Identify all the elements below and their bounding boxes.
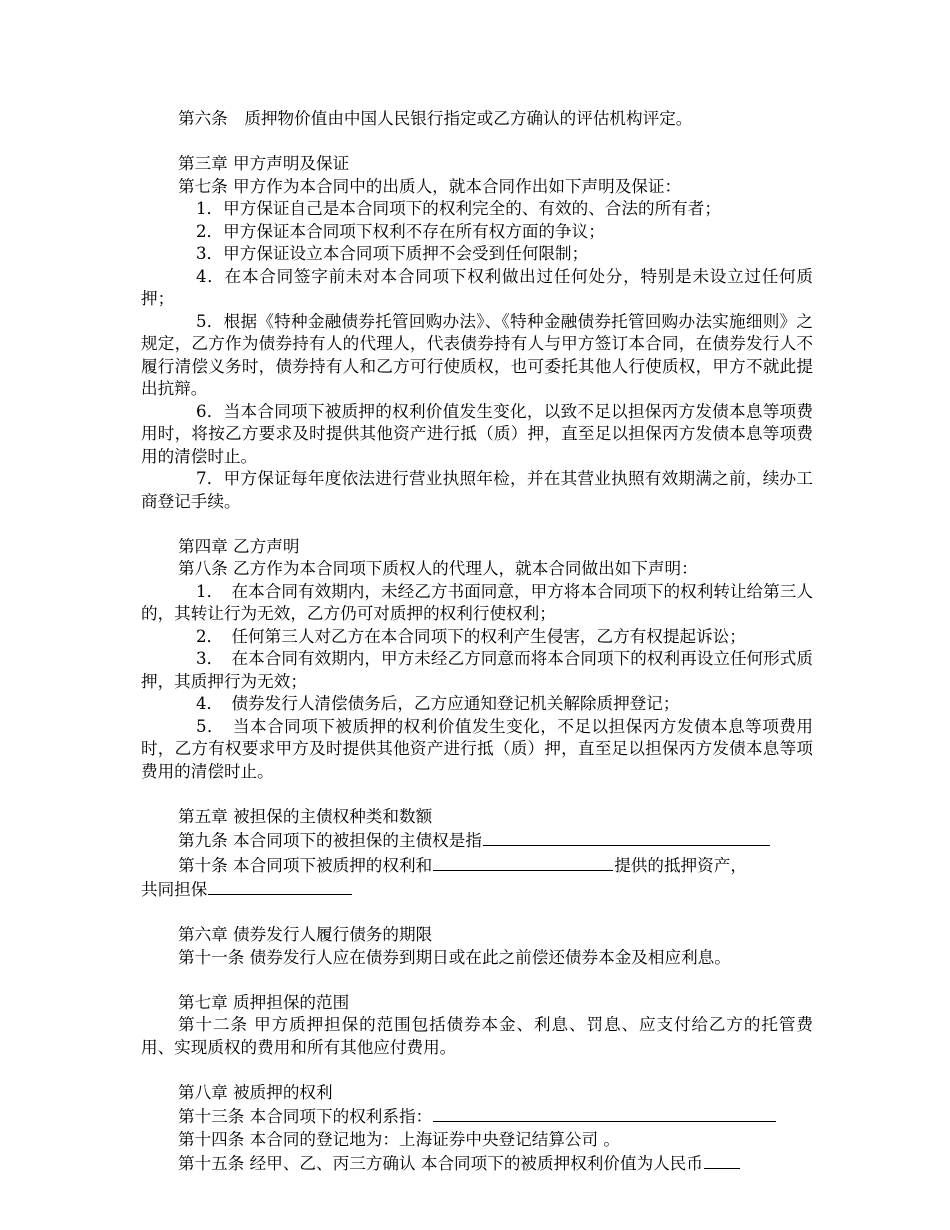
chapter-6-heading: 第六章 债券发行人履行债务的期限 <box>178 925 433 944</box>
ch3-item-3: 3．甲方保证设立本合同项下质押不会受到任何限制； <box>196 244 589 263</box>
ch3-item-7: 7．甲方保证每年度依法进行营业执照年检，并在其营业执照有效期满之前，续办工商登记手续。 <box>141 469 813 511</box>
article-9-blank <box>483 828 770 846</box>
article-7: 第七条 甲方作为本合同中的出质人，就本合同作出如下声明及保证： <box>178 176 682 196</box>
article-10-blank-1 <box>433 853 613 871</box>
article-10-text-c: 共同担保 <box>141 880 208 899</box>
ch3-item-6: 6．当本合同项下被质押的权利价值发生变化，以致不足以担保丙方发债本息等项费用时，将按乙方要求及时提供其他资产进行抵（质）押，直至足以担保丙方发债本息等项费用的清偿时止。 <box>141 401 813 466</box>
ch3-item-5: 5．根据《特种金融债券托管回购办法》、《特种金融债券托管回购办法实施细则》之规定，乙方作为债券持有人的代理人，代表债券持有人与甲方签订本合同，在债券发行人不履行清偿义务时，债券持有人和乙方可行使质权，也可委托其他人行使质权，甲方不就此提出抗辩。 <box>141 311 813 398</box>
chapter-8-heading: 第八章 被质押的权利 <box>178 1082 333 1102</box>
ch4-item-1: 1． 在本合同有效期内，未经乙方书面同意，甲方将本合同项下的权利转让给第三人的，其转让行为无效，乙方仍可对质押的权利行使权利； <box>141 581 813 623</box>
ch4-item-2: 2． 任何第三人对乙方在本合同项下的权利产生侵害，乙方有权提起诉讼； <box>196 626 746 646</box>
ch3-item-1: 1．甲方保证自己是本合同项下的权利完全的、有效的、合法的所有者； <box>196 199 721 218</box>
article-10-blank-2 <box>208 877 352 895</box>
article-15-blank <box>704 1151 740 1169</box>
article-11: 第十一条 债券发行人应在债券到期日或在此之前偿还债券本金及相应利息。 <box>178 947 731 967</box>
article-15 <box>141 1151 813 1176</box>
chapter-7-heading: 第七章 质押担保的范围 <box>178 992 350 1012</box>
chapter-3-heading: 第三章 甲方声明及保证 <box>178 154 350 173</box>
article-13 <box>141 1104 813 1129</box>
article-8: 第八条 乙方作为本合同项下质权人的代理人，就本合同做出如下声明： <box>178 559 698 578</box>
ch4-item-3: 3． 在本合同有效期内，甲方未经乙方同意而将本合同项下的权利再设立任何形式质押，其质押行为无效； <box>141 649 813 691</box>
article-10-text-b: 提供的抵押资产， <box>614 855 747 875</box>
article-15-text: 第十五条 经甲、乙、丙三方确认 本合同项下的被质押权利价值为人民币 <box>178 1154 703 1173</box>
article-12: 第十二条 甲方质押担保的范围包括债券本金、利息、罚息、应支付给乙方的托管费用、实现质权的费用和所有其他应付费用。 <box>141 1015 813 1057</box>
article-13-text: 第十三条 本合同项下的权利系指： <box>178 1107 433 1126</box>
ch3-item-2: 2．甲方保证本合同项下权利不存在所有权方面的争议； <box>196 221 605 241</box>
chapter-4-heading: 第四章 乙方声明 <box>178 536 300 556</box>
ch4-item-5: 5． 当本合同项下被质押的权利价值发生变化，不足以担保丙方发债本息等项费用时，乙方有权要求甲方及时提供其他资产进行抵（质）押，直至足以担保丙方发债本息等项费用的清偿时止。 <box>141 716 813 781</box>
article-13-blank <box>433 1104 776 1122</box>
article-14: 第十四条 本合同的登记地为：上海证券中央登记结算公司 。 <box>178 1129 620 1149</box>
article-6: 第六条 质押物价值由中国人民银行指定或乙方确认的评估机构评定。 <box>178 109 693 128</box>
ch3-item-4: 4．在本合同签字前未对本合同项下权利做出过任何处分，特别是未设立过任何质押； <box>141 266 813 308</box>
article-10 <box>141 853 813 902</box>
contract-page <box>141 108 813 1176</box>
chapter-5-heading: 第五章 被担保的主债权种类和数额 <box>178 806 433 826</box>
article-9 <box>141 828 813 853</box>
article-10-text-a: 第十条 本合同项下被质押的权利和 <box>178 855 433 875</box>
ch4-item-4: 4． 债券发行人清偿债务后，乙方应通知登记机关解除质押登记； <box>196 694 680 713</box>
article-9-text: 第九条 本合同项下的被担保的主债权是指 <box>178 831 482 850</box>
